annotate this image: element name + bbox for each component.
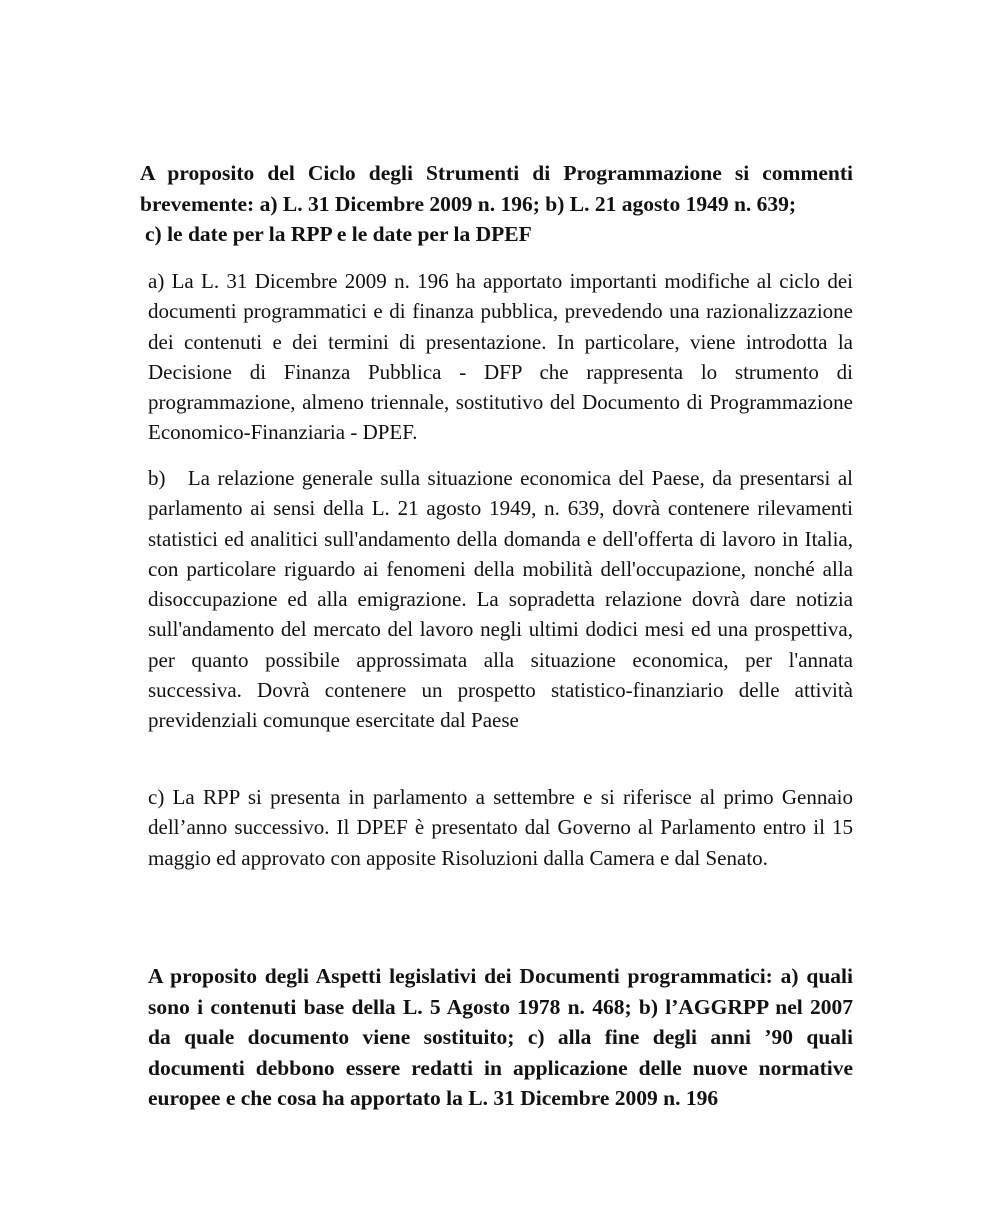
answer-c-paragraph: c) La RPP si presenta in parlamento a settembre e si riferisce al primo Gennaio dell’anno successivo. Il DPEF è presentato dal Governo al Parlamento entro il 15 maggio ed approvato con apposite Risoluzioni dalla Camera e dal Senato. — [148, 785, 853, 870]
question-2-heading: A proposito degli Aspetti legislativi dei Documenti programmatici: a) quali sono i contenuti base della L. 5 Agosto 1978 n. 468; b) l’AGGRPP nel 2007 da quale documento viene sostituito; c) alla fine degli anni ’90 quali documenti debbono essere redatti in applicazione delle nuove normative europee e che cosa ha apportato la L. 31 Dicembre 2009 n. 196 — [148, 964, 853, 1111]
question-1-last-line: c) le date per la RPP e le date per la DPEF — [145, 222, 532, 246]
answer-a-paragraph: a) La L. 31 Dicembre 2009 n. 196 ha apportato importanti modifiche al ciclo dei documenti programmatici e di finanza pubblica, prevedendo una razionalizzazione dei contenuti e dei termini di presentazione. In particolare, viene introdotta la Decisione di Finanza Pubblica - DFP che rappresenta lo strumento di programmazione, almeno triennale, sostitutivo del Documento di Programmazione Economico-Finanziaria - DPEF. — [148, 269, 853, 445]
answer-b-paragraph: b) La relazione generale sulla situazione economica del Paese, da presentarsi al parlamento ai sensi della L. 21 agosto 1949, n. 639, dovrà contenere rilevamenti statistici ed analitici sull'andamento della domanda e dell'offerta di lavoro in Italia, con particolare riguardo ai fenomeni della mobilità dell'occupazione, nonché alla disoccupazione ed alla emigrazione. La sopradetta relazione dovrà dare notizia sull'andamento del mercato del lavoro negli ultimi dodici mesi ed una prospettiva, per quanto possibile approssimata alla situazione economica, per l'annata successiva. Dovrà contenere un prospetto statistico-finanziario delle attività previdenziali comunque esercitate dal Paese — [148, 466, 859, 733]
question-1-heading — [140, 158, 853, 250]
question-1-text: A proposito del Ciclo degli Strumenti di Programmazione si commenti brevemente: a) L. 31 Dicembre 2009 n. 196; b) L. 21 agosto 1949 n. 639; — [140, 161, 853, 216]
